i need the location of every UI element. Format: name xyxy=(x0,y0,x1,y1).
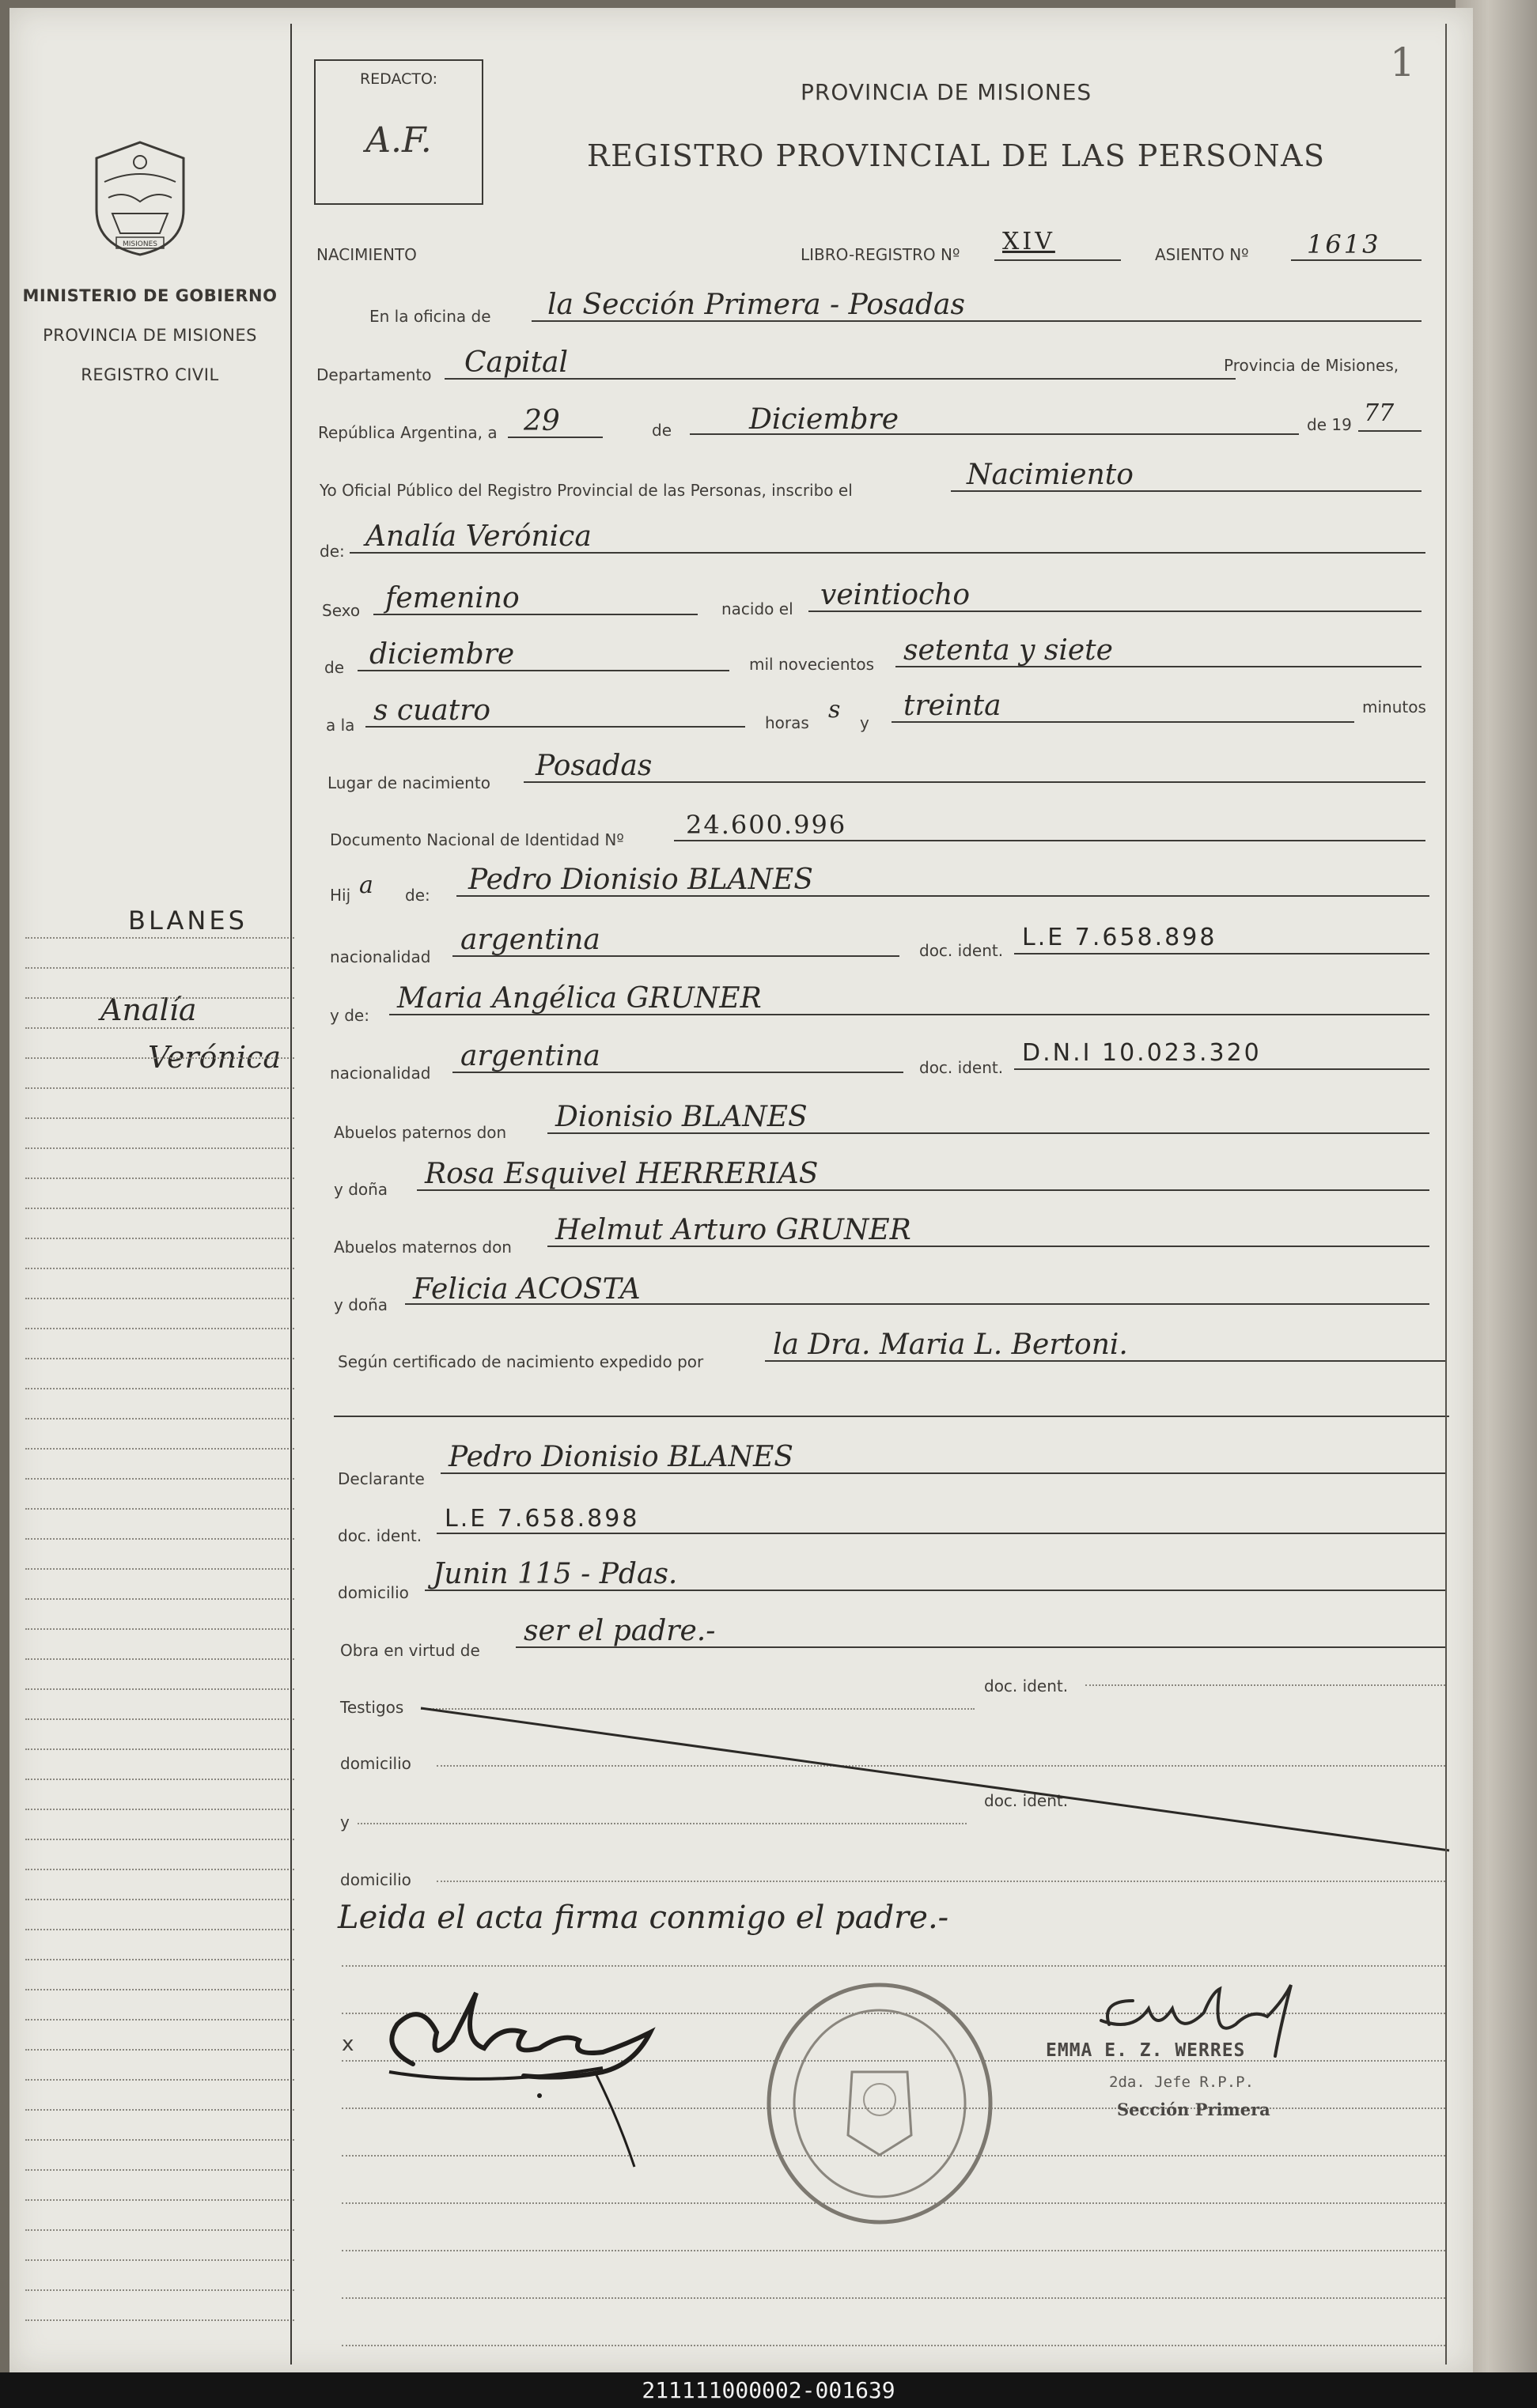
margin-dotted-line xyxy=(25,2019,294,2021)
declarante-label: Declarante xyxy=(338,1469,425,1488)
margin-dotted-line xyxy=(25,2229,294,2231)
margin-dotted-line xyxy=(25,1959,294,1960)
anio-nac-line xyxy=(895,666,1422,667)
departamento-value: Capital xyxy=(464,346,569,379)
header-province: PROVINCIA DE MISIONES xyxy=(801,79,1092,105)
margin-dotted-line xyxy=(25,1568,294,1570)
signature-area-dotted-line xyxy=(342,1965,1445,1967)
cert-value: la Dra. Maria L. Bertoni. xyxy=(773,1329,1128,1361)
abpat-label: Abuelos paternos don xyxy=(334,1123,507,1142)
oficina-value: la Sección Primera - Posadas xyxy=(547,289,965,321)
year-line xyxy=(1358,430,1422,432)
official-section: Sección Primera xyxy=(1117,2100,1270,2119)
cert-line-2 xyxy=(334,1416,1449,1417)
margin-surname: BLANES xyxy=(128,905,248,936)
margin-dotted-line xyxy=(25,1388,294,1389)
nac1-label: nacionalidad xyxy=(330,947,431,966)
margin-dotted-line xyxy=(25,2319,294,2321)
margin-dotted-line xyxy=(25,2259,294,2261)
margin-given-name-2: Verónica xyxy=(148,1040,282,1075)
abmat-label: Abuelos maternos don xyxy=(334,1238,512,1257)
closing-value: Leida el acta firma conmigo el padre.- xyxy=(338,1900,949,1936)
dni-label: Documento Nacional de Identidad Nº xyxy=(330,830,624,849)
nac2-line xyxy=(452,1072,903,1073)
minutos-label: minutos xyxy=(1362,697,1426,716)
domicilio-value: Junin 115 - Pdas. xyxy=(433,1558,678,1590)
margin-dotted-line xyxy=(25,1839,294,1840)
madre-value: Maria Angélica GRUNER xyxy=(397,982,762,1015)
official-stamp xyxy=(761,1977,998,2230)
doc2-label: doc. ident. xyxy=(919,1058,1004,1077)
margin-dotted-line xyxy=(25,1027,294,1029)
margin-province: PROVINCIA DE MISIONES xyxy=(43,326,257,345)
margin-dotted-line xyxy=(25,1478,294,1480)
test-dom-label: domicilio xyxy=(340,1754,411,1773)
docdecl-label: doc. ident. xyxy=(338,1526,422,1545)
mes-nac-line xyxy=(358,670,729,671)
redacto-label: REDACTO: xyxy=(359,70,438,88)
image-id: 211111000002-001639 xyxy=(642,2377,895,2403)
margin-dotted-line xyxy=(25,1117,294,1119)
acto-line xyxy=(951,490,1422,492)
abpat2-line xyxy=(417,1189,1429,1191)
acto-value: Nacimiento xyxy=(967,459,1134,491)
nombre-line xyxy=(350,552,1425,554)
hijo-suffix: a xyxy=(359,871,373,899)
margin-dotted-line xyxy=(25,1989,294,1990)
hora-value: s cuatro xyxy=(373,694,491,727)
padre-line xyxy=(456,895,1429,897)
margin-dotted-line xyxy=(25,2049,294,2051)
margin-dotted-line xyxy=(25,1929,294,1930)
nombre-value: Analía Verónica xyxy=(365,520,592,553)
obra-value: ser el padre.- xyxy=(524,1615,716,1647)
provincia-suffix: Provincia de Misiones, xyxy=(1224,356,1399,375)
nac1-value: argentina xyxy=(460,924,600,956)
cert-line xyxy=(765,1360,1445,1362)
image-footer xyxy=(0,2372,1537,2408)
margin-dotted-line xyxy=(25,1208,294,1209)
nac2-label: nacionalidad xyxy=(330,1064,431,1083)
libro-label: LIBRO-REGISTRO Nº xyxy=(801,245,960,264)
lugar-label: Lugar de nacimiento xyxy=(327,773,490,792)
margin-dotted-line xyxy=(25,937,294,939)
margin-ministry: MINISTERIO DE GOBIERNO xyxy=(22,286,278,305)
margin-dotted-line xyxy=(25,1628,294,1630)
margin-dotted-line xyxy=(25,1899,294,1900)
province-seal-icon xyxy=(81,134,199,261)
month-value: Diciembre xyxy=(749,403,899,436)
abmat2-value: Felicia ACOSTA xyxy=(413,1273,641,1306)
doc2-line xyxy=(1014,1068,1429,1070)
doc1-value: L.E 7.658.898 xyxy=(1022,924,1217,951)
sexo-label: Sexo xyxy=(322,601,361,620)
madre-line xyxy=(389,1014,1429,1015)
margin-dotted-line xyxy=(25,1178,294,1179)
margin-dotted-line xyxy=(25,1298,294,1299)
padre-value: Pedro Dionisio BLANES xyxy=(468,864,813,896)
test-doc2-label: doc. ident. xyxy=(984,1791,1069,1810)
de3-label: de xyxy=(324,658,344,677)
year-label: de 19 xyxy=(1307,415,1352,434)
dni-line xyxy=(674,840,1425,841)
signature-area-dotted-line xyxy=(342,2250,1445,2251)
ydona1-label: y doña xyxy=(334,1180,388,1199)
lugar-line xyxy=(524,781,1425,783)
margin-registry: REGISTRO CIVIL xyxy=(81,365,219,384)
right-margin-rule xyxy=(1445,24,1447,2365)
abpat-value: Dionisio BLANES xyxy=(555,1101,808,1133)
libro-value: XIV xyxy=(1002,228,1055,255)
testigos-cross-line xyxy=(405,1692,1457,1858)
test-doc-label: doc. ident. xyxy=(984,1677,1069,1695)
margin-dotted-line xyxy=(25,2139,294,2141)
year-value: 77 xyxy=(1364,399,1395,427)
margin-dotted-line xyxy=(25,1688,294,1690)
horas-label: horas xyxy=(765,713,809,732)
docdecl-line xyxy=(437,1533,1445,1534)
signature-area-dotted-line xyxy=(342,2297,1445,2299)
mes-nac-value: diciembre xyxy=(369,638,515,671)
declarante-line xyxy=(441,1472,1445,1474)
margin-given-name-1: Analía xyxy=(100,992,197,1027)
official-name: EMMA E. Z. WERRES xyxy=(1046,2040,1246,2061)
header-title: REGISTRO PROVINCIAL DE LAS PERSONAS xyxy=(587,138,1326,173)
margin-dotted-line xyxy=(25,997,294,999)
testigos-label: Testigos xyxy=(340,1698,404,1717)
hijo-label: Hij xyxy=(330,886,351,905)
margin-dotted-line xyxy=(25,1748,294,1750)
hora-line xyxy=(365,726,745,728)
de2-label: de: xyxy=(320,542,345,561)
declarant-signature xyxy=(365,1977,698,2183)
minutos-line xyxy=(892,721,1354,723)
margin-dotted-line xyxy=(25,2169,294,2171)
test-y-label: y xyxy=(340,1813,350,1832)
abpat-line xyxy=(547,1132,1429,1134)
abmat2-line xyxy=(405,1303,1429,1305)
test-dom2-label: domicilio xyxy=(340,1870,411,1889)
margin-dotted-line xyxy=(25,2199,294,2201)
x-label: x xyxy=(342,2032,354,2056)
margin-dotted-line xyxy=(25,1658,294,1660)
nac1-line xyxy=(452,955,899,957)
anio-nac-value: setenta y siete xyxy=(903,634,1113,667)
margin-dotted-line xyxy=(25,1598,294,1600)
nacido-line xyxy=(808,611,1422,612)
margin-dotted-line xyxy=(25,1268,294,1269)
margin-dotted-line xyxy=(25,2109,294,2111)
ala-label: a la xyxy=(326,716,355,735)
oficina-line xyxy=(532,320,1422,322)
domicilio-line xyxy=(425,1590,1445,1591)
register-page xyxy=(9,8,1473,2372)
margin-dotted-line xyxy=(25,1418,294,1419)
redacto-box xyxy=(314,59,483,205)
margin-dotted-line xyxy=(25,1508,294,1510)
month-line xyxy=(690,433,1299,435)
oficina-label: En la oficina de xyxy=(369,307,491,326)
horas-suffix: s xyxy=(828,696,841,724)
abmat-value: Helmut Arturo GRUNER xyxy=(555,1214,911,1246)
hijo-de-label: de: xyxy=(405,886,430,905)
abmat-line xyxy=(547,1246,1429,1247)
cert-label: Según certificado de nacimiento expedido por xyxy=(338,1352,704,1371)
margin-dotted-line xyxy=(25,1538,294,1540)
record-type-label: NACIMIENTO xyxy=(316,245,417,264)
margin-dotted-line xyxy=(25,1057,294,1059)
sexo-value: femenino xyxy=(385,582,520,614)
day-value: 29 xyxy=(524,405,560,437)
docdecl-value: L.E 7.658.898 xyxy=(445,1505,640,1533)
libro-line xyxy=(994,259,1121,261)
departamento-label: Departamento xyxy=(316,365,432,384)
minutos-value: treinta xyxy=(903,690,1001,722)
signature-area-dotted-line xyxy=(342,2345,1445,2346)
nac2-value: argentina xyxy=(460,1040,600,1072)
obra-label: Obra en virtud de xyxy=(340,1641,480,1660)
abpat2-value: Rosa Esquivel HERRERIAS xyxy=(425,1158,819,1190)
nacido-label: nacido el xyxy=(721,599,793,618)
margin-dotted-line xyxy=(25,1358,294,1359)
margin-dotted-line xyxy=(25,1869,294,1870)
declarante-value: Pedro Dionisio BLANES xyxy=(449,1441,793,1473)
test-dom2-dots xyxy=(437,1881,1445,1882)
lugar-value: Posadas xyxy=(536,750,653,782)
svg-text:MISIONES: MISIONES xyxy=(122,240,158,248)
asiento-label: ASIENTO Nº xyxy=(1155,245,1249,264)
doc2-value: D.N.I 10.023.320 xyxy=(1022,1039,1262,1067)
margin-rule xyxy=(290,24,292,2365)
test-doc-dots xyxy=(1085,1684,1445,1686)
margin-dotted-line xyxy=(25,1238,294,1239)
day-line xyxy=(508,437,603,438)
margin-dotted-line xyxy=(25,2289,294,2291)
republica-label: República Argentina, a xyxy=(318,423,498,442)
margin-column xyxy=(9,8,290,2372)
nacido-value: veintiocho xyxy=(820,579,971,611)
dni-value: 24.600.996 xyxy=(686,810,847,840)
margin-dotted-line xyxy=(25,1087,294,1089)
domicilio-label: domicilio xyxy=(338,1583,409,1602)
doc1-line xyxy=(1014,953,1429,955)
margin-dotted-line xyxy=(25,1718,294,1720)
y-label: y xyxy=(860,713,869,732)
page-number: 1 xyxy=(1390,40,1415,85)
margin-dotted-line xyxy=(25,1779,294,1780)
mil-label: mil novecientos xyxy=(749,655,875,674)
margin-dotted-line xyxy=(25,2079,294,2081)
doc1-label: doc. ident. xyxy=(919,941,1004,960)
redacto-value: A.F. xyxy=(365,120,432,161)
asiento-value: 1613 xyxy=(1307,229,1381,259)
yde-label: y de: xyxy=(330,1006,369,1025)
margin-dotted-line xyxy=(25,1328,294,1329)
sexo-line xyxy=(373,614,698,615)
official-title: 2da. Jefe R.P.P. xyxy=(1109,2073,1255,2091)
oficial-label: Yo Oficial Público del Registro Provincial de las Personas, inscribo el xyxy=(320,481,853,500)
margin-dotted-line xyxy=(25,1147,294,1149)
asiento-line xyxy=(1291,259,1422,261)
obra-line xyxy=(516,1646,1445,1648)
ydona2-label: y doña xyxy=(334,1295,388,1314)
de-label: de xyxy=(652,421,672,440)
margin-dotted-line xyxy=(25,967,294,969)
margin-dotted-line xyxy=(25,1809,294,1810)
margin-dotted-line xyxy=(25,1448,294,1450)
departamento-line xyxy=(445,378,1236,380)
